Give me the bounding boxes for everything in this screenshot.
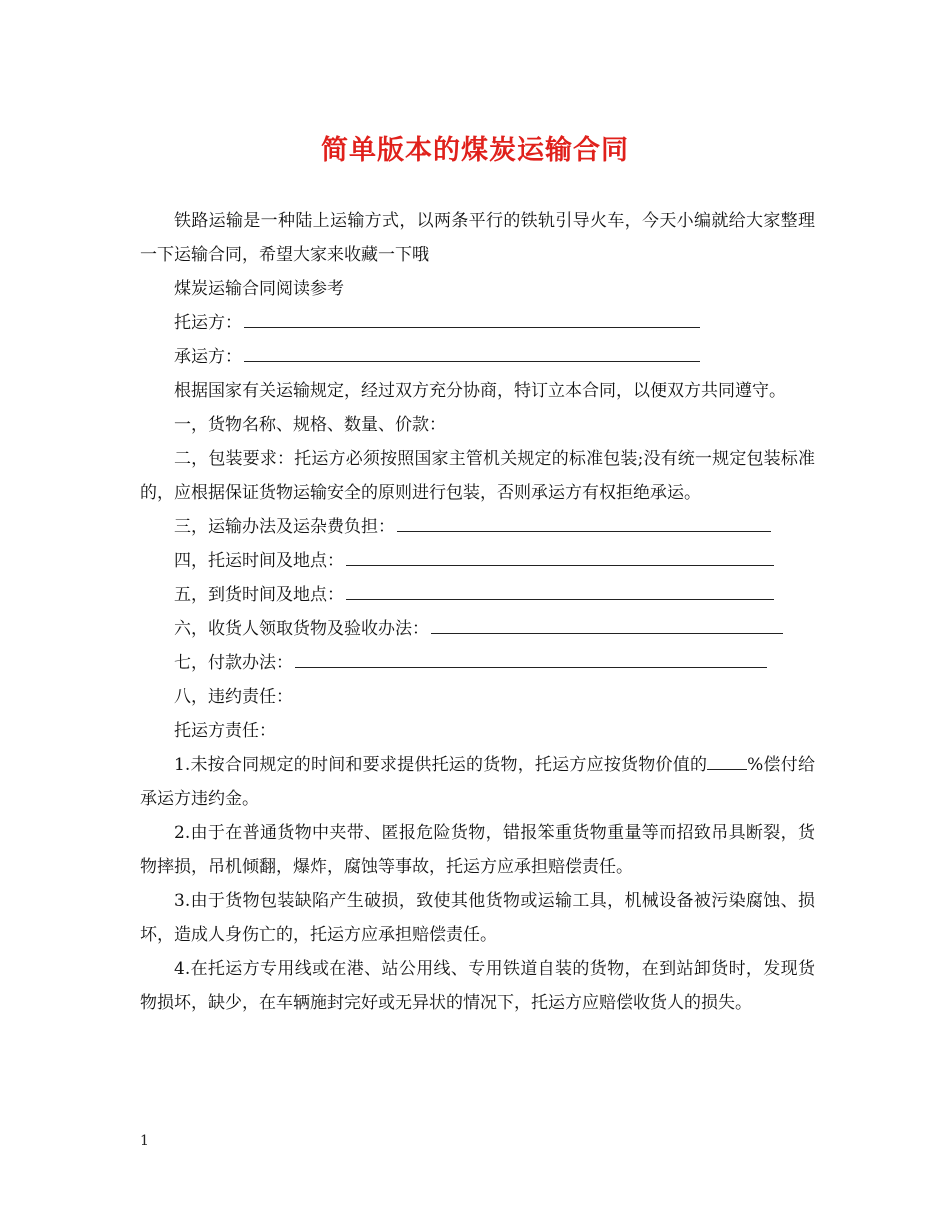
- clause-3-label: 三，运输办法及运杂费负担：: [174, 517, 395, 537]
- document-title: 简单版本的煤炭运输合同: [321, 135, 629, 166]
- liability-item-3: 3.由于货物包装缺陷产生破损，致使其他货物或运输工具，机械设备被污染腐蚀、损坏，造成人身伤亡的，托运方应承担赔偿责任。: [140, 891, 815, 945]
- page-number: 1: [140, 1133, 149, 1149]
- subtitle-line: 煤炭运输合同阅读参考: [174, 279, 344, 299]
- clause-1: 一，货物名称、规格、数量、价款：: [174, 415, 446, 435]
- clause-7-line: [140, 646, 815, 680]
- carrier-blank: [244, 345, 700, 362]
- clause-5-line: [140, 578, 815, 612]
- intro-paragraph: 铁路运输是一种陆上运输方式，以两条平行的铁轨引导火车，今天小编就给大家整理一下运输合同，希望大家来收藏一下哦: [140, 211, 815, 265]
- carrier-line: [140, 340, 815, 374]
- clause-6-label: 六，收货人领取货物及验收办法：: [174, 619, 429, 639]
- document-body: [140, 204, 815, 1020]
- clause-5-blank: [346, 583, 774, 600]
- clause-6-line: [140, 612, 815, 646]
- liability-item-4: 4.在托运方专用线或在港、站公用线、专用铁道自装的货物，在到站卸货时，发现货物损坏，缺少，在车辆施封完好或无异状的情况下，托运方应赔偿收货人的损失。: [140, 959, 815, 1013]
- clause-4-label: 四，托运时间及地点：: [174, 551, 344, 571]
- clause-6-blank: [431, 617, 783, 634]
- shipper-label: 托运方：: [174, 313, 242, 333]
- percent-blank: [707, 753, 747, 770]
- preamble-paragraph: 根据国家有关运输规定，经过双方充分协商，特订立本合同，以便双方共同遵守。: [174, 381, 786, 401]
- clause-3-line: [140, 510, 815, 544]
- shipper-line: [140, 306, 815, 340]
- item-1-text-b: %偿付给承运方违约金。: [140, 755, 815, 809]
- shipper-blank: [244, 311, 700, 328]
- clause-3-blank: [397, 515, 771, 532]
- clause-4-blank: [346, 549, 774, 566]
- clause-7-blank: [295, 651, 767, 668]
- shipper-liability-heading: 托运方责任：: [174, 721, 276, 741]
- item-1-text-a: 1.未按合同规定的时间和要求提供托运的货物，托运方应按货物价值的: [174, 755, 708, 775]
- clause-2: 二，包装要求：托运方必须按照国家主管机关规定的标准包装;没有统一规定包装标准的，应根据保证货物运输安全的原则进行包装，否则承运方有权拒绝承运。: [140, 449, 815, 503]
- clause-8: 八，违约责任：: [174, 687, 293, 707]
- liability-item-1: [140, 748, 815, 816]
- clause-5-label: 五，到货时间及地点：: [174, 585, 344, 605]
- clause-7-label: 七，付款办法：: [174, 653, 293, 673]
- clause-4-line: [140, 544, 815, 578]
- carrier-label: 承运方：: [174, 347, 242, 367]
- liability-item-2: 2.由于在普通货物中夹带、匿报危险货物，错报笨重货物重量等而招致吊具断裂，货物摔损，吊机倾翻，爆炸，腐蚀等事故，托运方应承担赔偿责任。: [140, 823, 815, 877]
